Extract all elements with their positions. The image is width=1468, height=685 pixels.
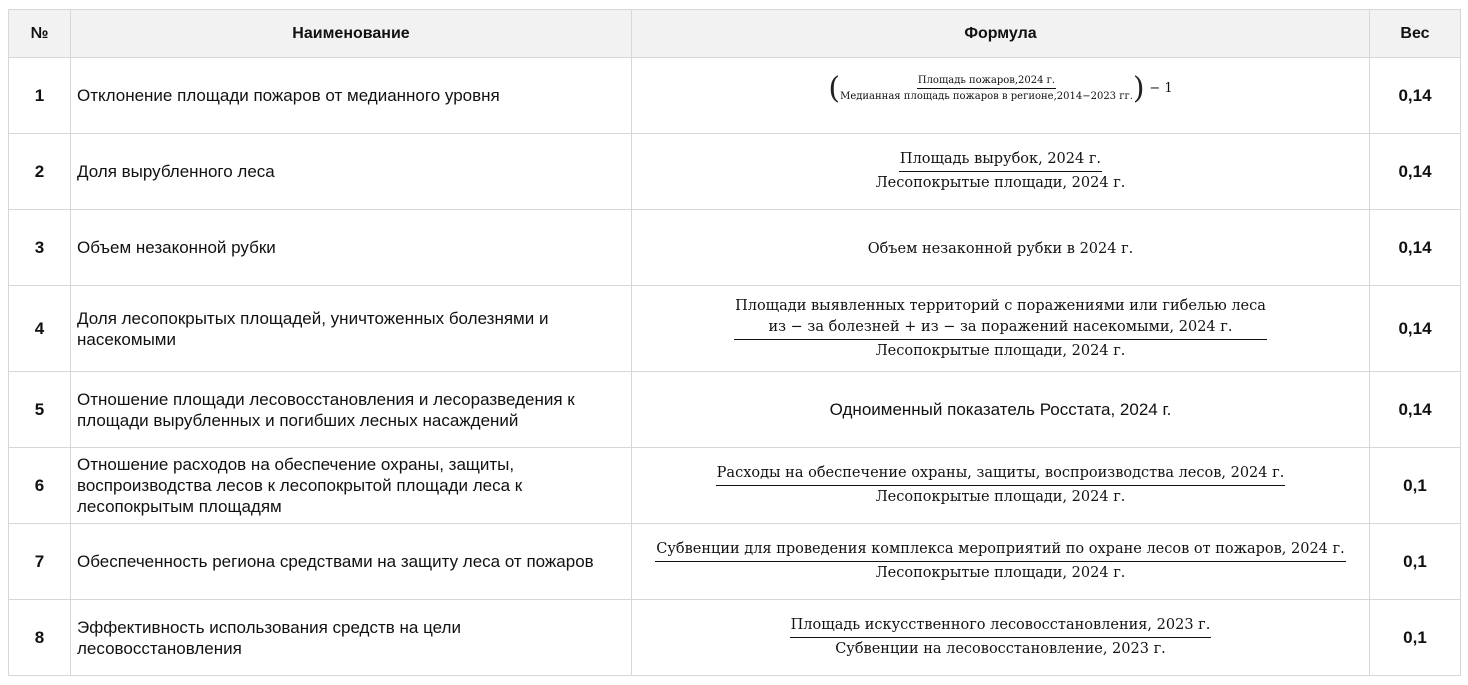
formula-fraction [876,149,1126,194]
formula-denominator: Лесопокрытые площади, 2024 г. [875,489,1126,505]
table-row [9,134,1461,210]
formula-numerator: Площадь вырубок, 2024 г. [899,149,1102,172]
table-row [9,448,1461,524]
row-name: Отклонение площади пожаров от медианного уровня [71,58,632,134]
row-name: Доля вырубленного леса [71,134,632,210]
formula-fraction [734,296,1267,362]
formula-text: Объем незаконной рубки в 2024 г. [867,240,1134,257]
formula-tail: − 1 [1149,81,1173,96]
header-weight: Вес [1370,10,1461,58]
row-name: Эффективность использования средств на цели лесовосстановления [71,600,632,676]
row-weight: 0,14 [1370,134,1461,210]
formula-fraction [840,74,1133,103]
indicators-table [8,9,1461,676]
row-formula [632,286,1370,372]
row-formula [632,448,1370,524]
row-name: Объем незаконной рубки [71,210,632,286]
row-formula [632,372,1370,448]
formula-text: Одноименный показатель Росстата, 2024 г. [829,399,1172,419]
row-num: 5 [9,372,71,448]
row-num: 7 [9,524,71,600]
table-row [9,372,1461,448]
row-formula [632,134,1370,210]
formula-denominator: Лесопокрытые площади, 2024 г. [875,342,1126,359]
formula-denominator: Субвенции на лесовосстановление, 2023 г. [835,641,1166,657]
table-row [9,524,1461,600]
row-weight: 0,1 [1370,600,1461,676]
row-num: 1 [9,58,71,134]
row-name: Доля лесопокрытых площадей, уничтоженных болезнями и насекомыми [71,286,632,372]
row-num: 2 [9,134,71,210]
formula-numerator: Площадь пожаров,2024 г. [917,74,1056,89]
formula-fraction [716,463,1286,508]
row-weight: 0,1 [1370,524,1461,600]
formula-numerator: Расходы на обеспечение охраны, защиты, воспроизводства лесов, 2024 г. [716,463,1286,486]
row-formula [632,524,1370,600]
formula-numerator-line1: Площади выявленных территорий с поражениями или гибелью леса [735,297,1266,314]
formula-denominator: Лесопокрытые площади, 2024 г. [875,175,1126,191]
row-num: 3 [9,210,71,286]
formula-denominator: Медианная площадь пожаров в регионе,2014−2023 гг. [840,91,1133,102]
row-formula [632,210,1370,286]
row-name: Отношение расходов на обеспечение охраны, защиты, воспроизводства лесов к лесопокрытой площади леса к лесопокрытым площадям [71,448,632,524]
table-row [9,210,1461,286]
row-name: Отношение площади лесовосстановления и лесоразведения к площади вырубленных и погибших лесных насаждений [71,372,632,448]
header-formula: Формула [632,10,1370,58]
formula-numerator [734,296,1267,340]
formula-numerator-line2: из − за болезней + из − за поражений насекомыми, 2024 г. [768,318,1233,335]
formula-numerator: Площадь искусственного лесовосстановления, 2023 г. [790,615,1212,638]
row-weight: 0,14 [1370,58,1461,134]
table-header-row [9,10,1461,58]
row-weight: 0,14 [1370,286,1461,372]
row-formula [632,58,1370,134]
header-name: Наименование [71,10,632,58]
row-num: 8 [9,600,71,676]
row-weight: 0,14 [1370,372,1461,448]
formula-numerator: Субвенции для проведения комплекса мероприятий по охране лесов от пожаров, 2024 г. [655,539,1345,562]
row-name: Обеспеченность региона средствами на защиту леса от пожаров [71,524,632,600]
table-row [9,58,1461,134]
formula-fraction [655,539,1345,584]
formula-fraction [790,615,1212,660]
close-paren: ) [1132,71,1145,106]
table-row [9,286,1461,372]
row-num: 4 [9,286,71,372]
row-num: 6 [9,448,71,524]
header-num: № [9,10,71,58]
table-row [9,600,1461,676]
row-weight: 0,14 [1370,210,1461,286]
row-formula [632,600,1370,676]
open-paren: ( [828,71,841,106]
formula-denominator: Лесопокрытые площади, 2024 г. [875,565,1126,581]
row-weight: 0,1 [1370,448,1461,524]
